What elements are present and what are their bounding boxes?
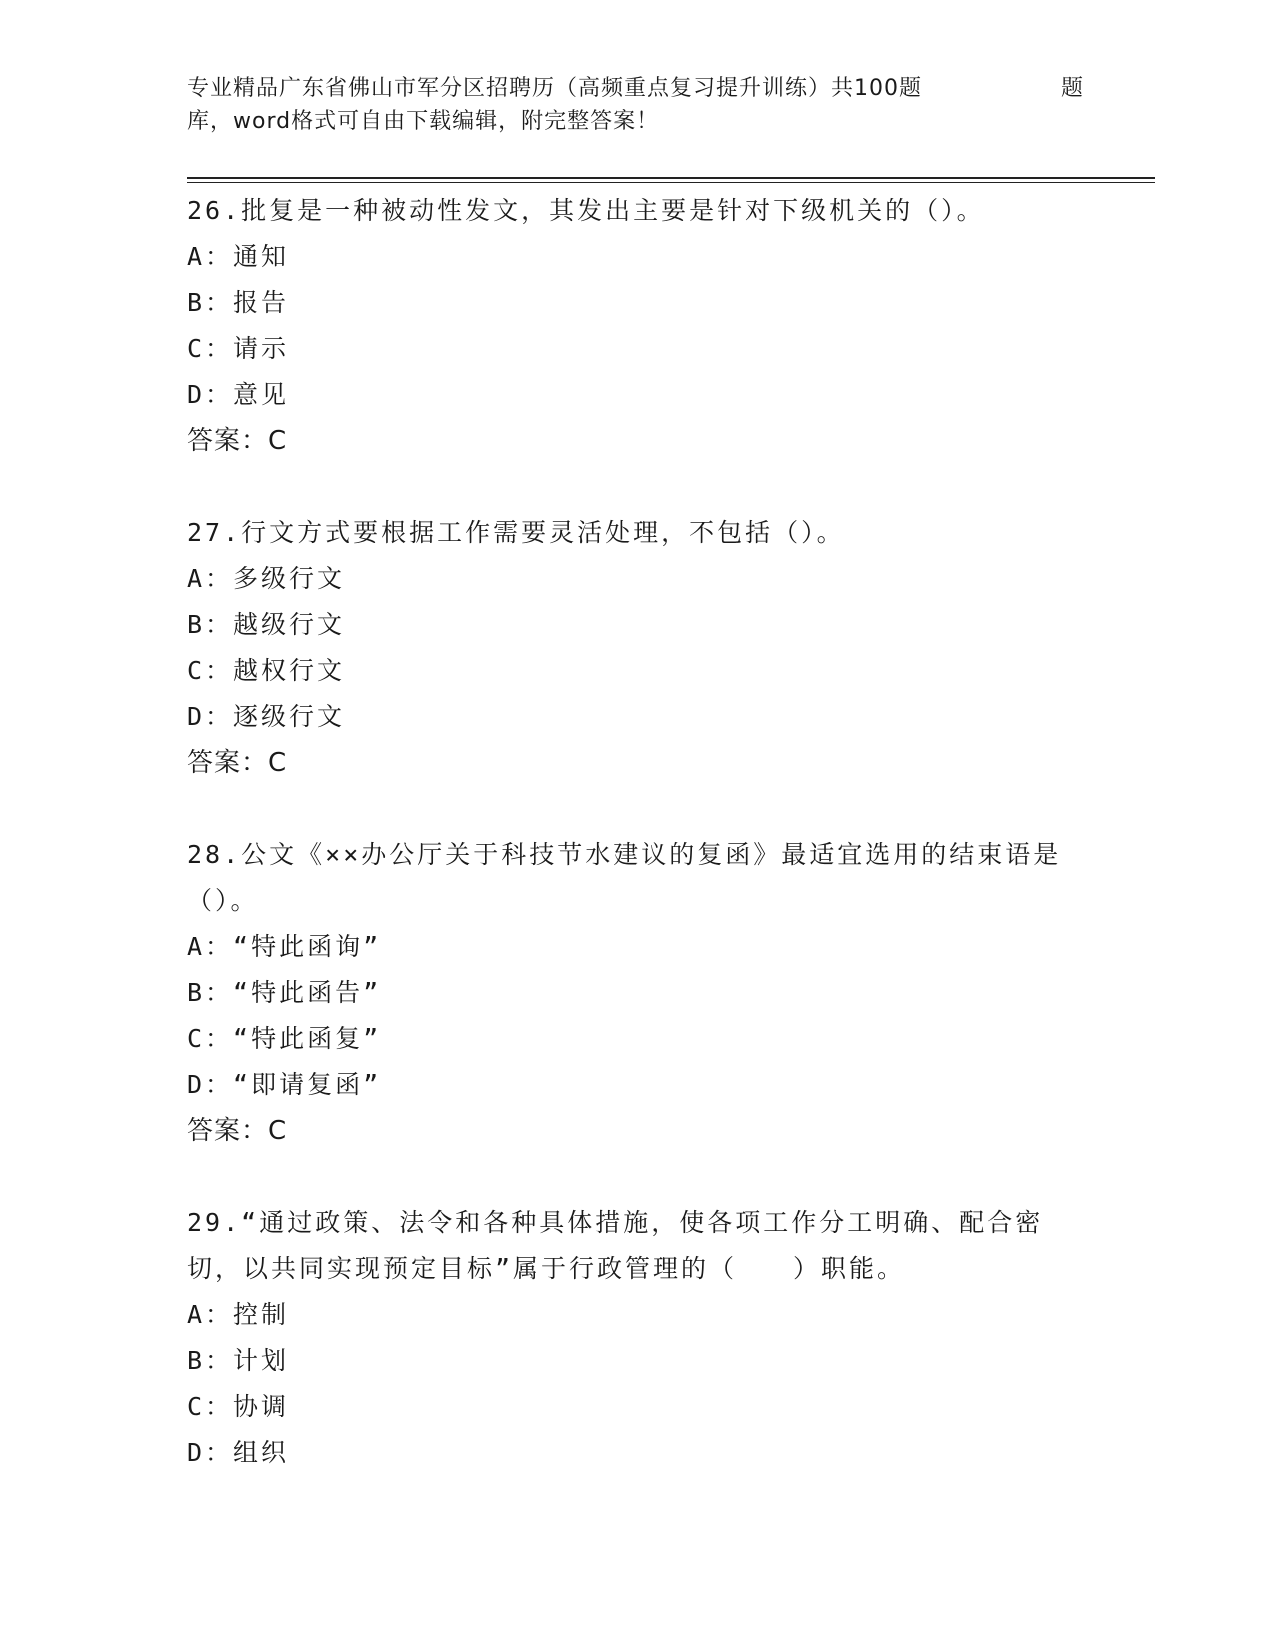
option-c: C：协调 (187, 1392, 290, 1421)
option-c: C：越权行文 (187, 656, 346, 685)
header-title: 专业精品广东省佛山市军分区招聘历（高频重点复习提升训练）共100题 (187, 76, 922, 101)
question-text: 27.行文方式要根据工作需要灵活处理，不包括（）。 (187, 518, 845, 547)
option-c: C：“特此函复” (187, 1024, 382, 1053)
option-b: B：计划 (187, 1346, 290, 1375)
option-d: D：组织 (187, 1438, 290, 1467)
header-divider-thin (187, 182, 1155, 183)
option-a: A：控制 (187, 1300, 290, 1329)
question-text: 28.公文《××办公厅关于科技节水建议的复函》最适宜选用的结束语是（）。 (187, 840, 1062, 915)
question-28 (187, 832, 1087, 1154)
answer-label: 答案：C (187, 748, 288, 778)
header-title-tail: 题 (1060, 76, 1084, 101)
option-a: A：通知 (187, 242, 290, 271)
option-d: D：意见 (187, 380, 290, 409)
answer-label: 答案：C (187, 426, 288, 456)
question-26 (187, 188, 1087, 464)
header-line-1 (187, 72, 1084, 105)
option-c: C：请示 (187, 334, 290, 363)
question-text: 26.批复是一种被动性发文，其发出主要是针对下级机关的（）。 (187, 196, 985, 225)
document-header (187, 72, 1087, 138)
option-b: B：“特此函告” (187, 978, 382, 1007)
answer-label: 答案：C (187, 1116, 288, 1146)
question-29 (187, 1200, 1087, 1476)
option-d: D：“即请复函” (187, 1070, 382, 1099)
question-27 (187, 510, 1087, 786)
option-b: B：报告 (187, 288, 290, 317)
option-d: D：逐级行文 (187, 702, 346, 731)
question-text: 29.“通过政策、法令和各种具体措施，使各项工作分工明确、配合密切，以共同实现预定目标”属于行政管理的（ ）职能。 (187, 1208, 1044, 1283)
option-a: A：“特此函询” (187, 932, 382, 961)
question-list (187, 188, 1087, 1522)
header-divider-thick (187, 177, 1155, 179)
option-b: B：越级行文 (187, 610, 346, 639)
option-a: A：多级行文 (187, 564, 346, 593)
header-line-2: 库，word格式可自由下载编辑，附完整答案！ (187, 109, 660, 134)
